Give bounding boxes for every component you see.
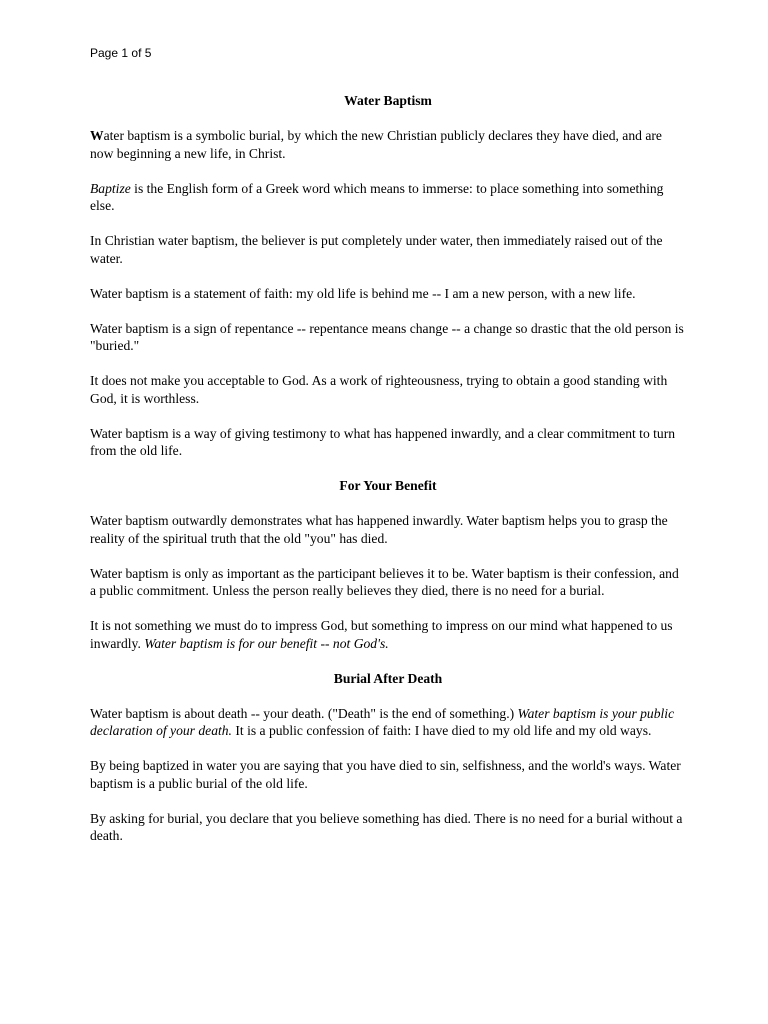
paragraph-5: Water baptism is a sign of repentance -- repentance means change -- a change so drastic that the old person is "buried." [90,320,684,353]
paragraph-2-text: is the English form of a Greek word which means to immerse: to place something into something else. [90,180,664,213]
paragraph-7: Water baptism is a way of giving testimony to what has happened inwardly, and a clear commitment to turn from the old life. [90,425,676,458]
paragraph-11 [90,705,686,740]
document-title: Water Baptism [344,93,432,108]
paragraph-11-text: Water baptism is about death -- your death. ("Death" is the end of something.) [90,705,518,721]
page-number: 1 [121,46,129,60]
paragraph-1-lead-letter: W [90,128,104,143]
paragraph-10-text: It is not something we must do to impress God, but something to impress on our mind what happened to us inwardly. [90,618,673,651]
page-total: 5 [144,46,152,60]
paragraph-8: Water baptism outwardly demonstrates what has happened inwardly. Water baptism helps you to grasp the reality of the spiritual truth that the old "you" has died. [90,513,668,546]
paragraph-10 [90,617,686,652]
of-label: of [131,46,142,60]
section-heading-benefit: For Your Benefit [339,478,437,493]
paragraph-9: Water baptism is only as important as the participant believes it to be. Water baptism is their confession, and a public commitment. Unless the person really believes they died, there is no need for a burial. [90,565,679,598]
paragraph-4: Water baptism is a statement of faith: my old life is behind me -- I am a new person, with a new life. [90,285,636,301]
paragraph-6: It does not make you acceptable to God. As a work of righteousness, trying to obtain a good standing with God, it is worthless. [90,373,668,406]
page-label: Page [90,46,119,60]
paragraph-13: By asking for burial, you declare that you believe something has died. There is no need for a burial without a death. [90,810,683,843]
section-heading-burial: Burial After Death [333,670,443,686]
paragraph-3: In Christian water baptism, the believer is put completely under water, then immediately raised out of the water. [90,233,663,266]
paragraph-12: By being baptized in water you are saying that you have died to sin, selfishness, and the world's ways. Water baptism is a public burial of the old life. [90,758,681,791]
paragraph-2-italic-term: Baptize [90,180,131,196]
paragraph-11-rest: It is a public confession of faith: I have died to my old life and my old ways. [231,723,652,738]
document-body [90,92,686,862]
paragraph-1-text: ater baptism is a symbolic burial, by which the new Christian publicly declares they have died, and are now beginning a new life, in Christ. [90,128,662,161]
page-header [90,46,151,60]
paragraph-11-italic: Water baptism is your public declaration of your death. [90,705,675,738]
paragraph-1 [90,127,686,162]
paragraph-10-italic: Water baptism is for our benefit -- not God's. [144,635,389,651]
paragraph-2 [90,180,686,215]
